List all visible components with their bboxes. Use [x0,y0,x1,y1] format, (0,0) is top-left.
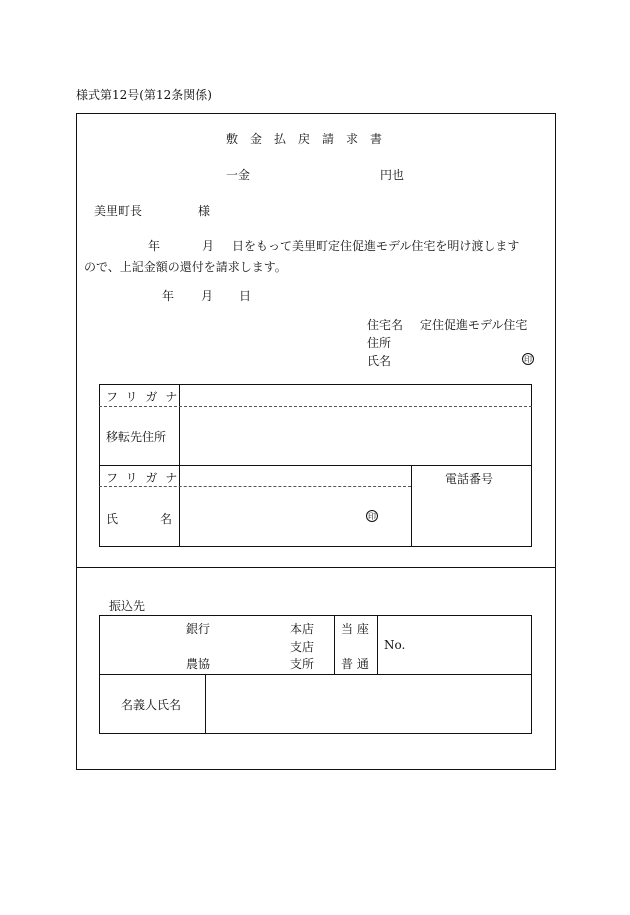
mover-name-label-1: 氏 [106,512,119,526]
transfer-heading: 振込先 [109,599,146,613]
furigana-dash-1 [99,406,532,407]
name-label: 氏名 [367,354,392,368]
addressee-honorific: 様 [198,204,211,218]
furigana-label-1: フリガナ [106,390,186,404]
bank-row-divider [99,674,532,675]
bank-label: 銀行 [186,622,211,636]
branch-label: 支店 [290,640,315,654]
mover-name-label-2: 名 [160,512,173,526]
ordinary-account-label: 普 通 [341,657,369,671]
holder-col-divider [205,674,206,734]
residence-label: 住宅名 [367,318,404,332]
branch-office-label: 支所 [290,657,315,671]
amount-prefix: 一金 [226,168,251,182]
main-office-label: 本店 [290,622,315,636]
residence-value: 定住促進モデル住宅 [420,318,528,332]
body-line2: ので、上記金額の還付を請求します。 [84,260,287,274]
address-label: 住所 [367,336,392,350]
bank-col-divider-2 [377,615,378,674]
phone-label: 電話番号 [445,472,494,486]
account-number-label: No. [384,638,406,652]
furigana-label-2: フリガナ [106,471,186,485]
current-account-label: 当 座 [341,622,369,636]
date-year: 年 [162,289,175,303]
holder-name-label: 名義人氏名 [121,698,182,712]
body-month: 月 [202,239,215,253]
form-number: 様式第12号(第12条関係) [76,88,212,102]
date-month: 月 [201,289,214,303]
body-line1: 日をもって美里町定住促進モデル住宅を明け渡します [232,239,520,253]
seal-mark: 印 [524,355,532,364]
coop-label: 農協 [186,657,211,671]
move-table-row-divider [99,465,532,466]
form-title: 敷 金 払 戻 請 求 書 [226,132,383,146]
amount-suffix: 円也 [380,168,405,182]
bank-col-divider-1 [334,615,335,674]
phone-col-divider [411,465,412,547]
section-divider [76,567,556,568]
body-year: 年 [148,239,161,253]
addressee-name: 美里町長 [94,204,143,218]
mover-seal-mark: 印 [368,512,376,521]
furigana-dash-2 [99,486,411,487]
date-day: 日 [239,289,252,303]
new-address-label: 移転先住所 [106,430,167,444]
